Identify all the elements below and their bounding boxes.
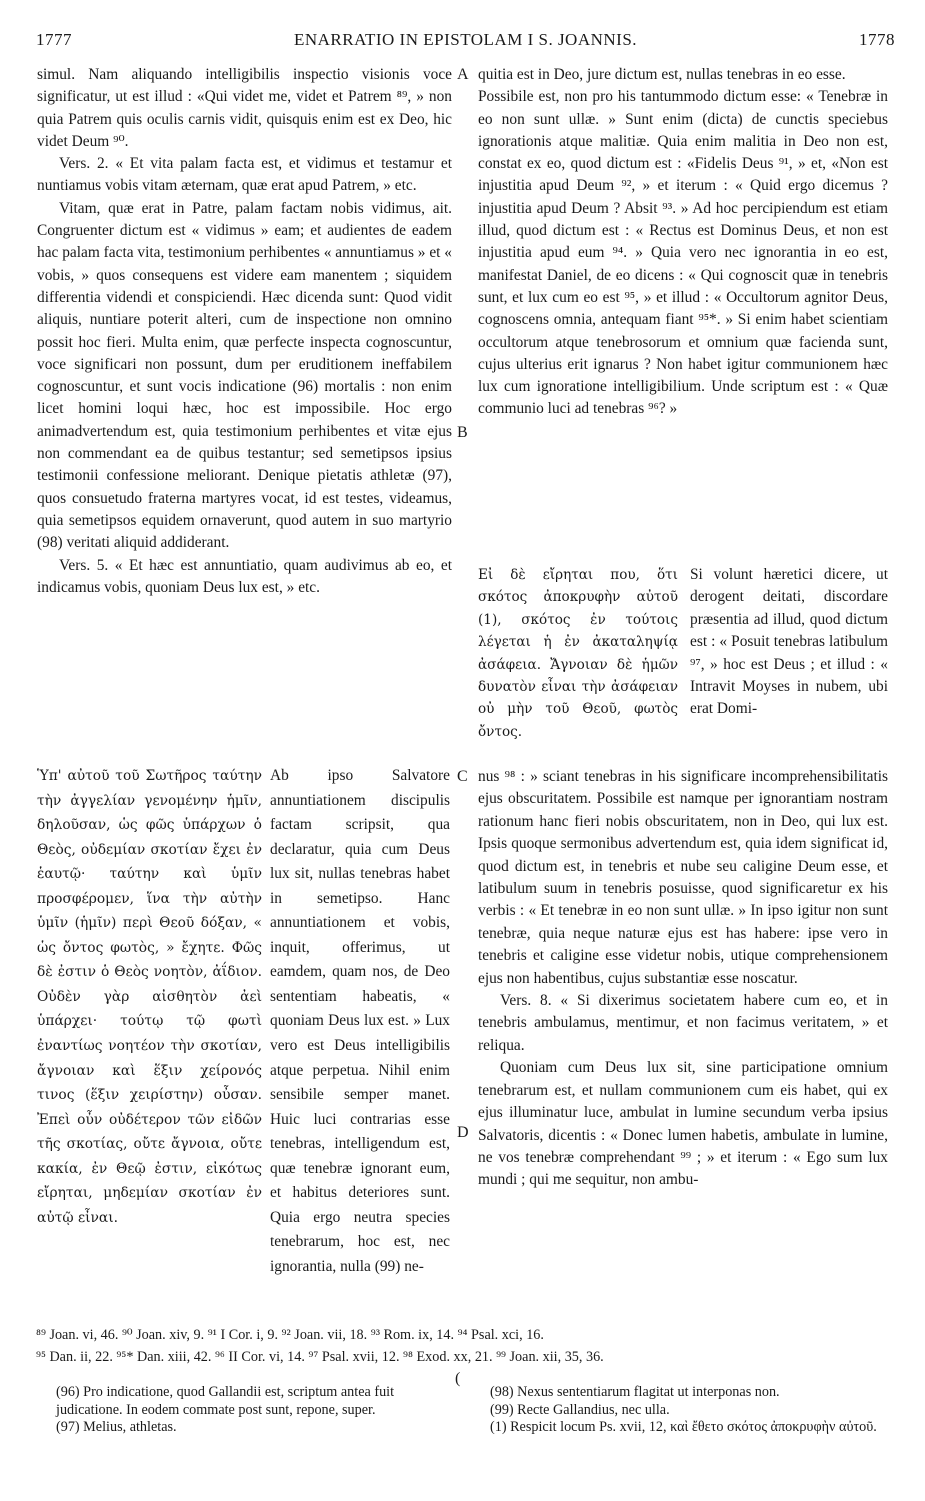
margin-letter-e: ( — [455, 1370, 461, 1387]
margin-letter-b: B — [457, 424, 468, 441]
greek-text-right: Εἰ δὲ εἴρηται που, ὅτι σκότος ἀποκρυφὴν αὐτοῦ (1), σκότος ἐν τούτοις λέγεται ἡ ἐν ἀκαταληψίᾳ ἀσάφεια. Ἄγνοιαν δὲ ἡμῶν δυνατὸν εἶναι τὴν ἀσάφειαν οὐ μὴν τοῦ Θεοῦ, φωτὸς ὄντος. — [478, 567, 678, 740]
running-header — [36, 30, 895, 56]
margin-letter-c: C — [457, 768, 468, 785]
page-number-right: 1778 — [859, 30, 895, 49]
right-paragraph-1: quitia est in Deo, jure dictum est, nullas tenebras in eo esse. — [478, 66, 846, 83]
note-99: (99) Recte Gallandius, nec ulla. — [490, 1401, 670, 1418]
left-paragraph-3: Vitam, quæ erat in Patre, palam factam nobis vidimus, ait. Congruenter dictum est « vidimus » eam; et audientes de eadem hac palam facta vita, testimonium perhibentes « annuntiamus » et « vobis, » quos consequens est videre eam manentem ; siquidem differentia videndi et conspiciendi. Hæc dicenda sunt: Quod vidit aliquis, nuntiare poterit alteri, cum de inspectione non omnino possit hoc fieri. Multa enim, quæ perfecte inspecta cognoscuntur, voce significari non possunt, dum per eruditionem ineffabilem cognoscuntur, et sunt vocis indicatione (96) mortalis : non enim licet homini loqui hæc, hoc est impossibile. Hoc ergo animadvertendum est, quia testimonium perhibentes et vitæ ejus non commendant ea de quibus testantur; sed semetipsos ipsius testimonii confessione meliorant. Denique pietatis athletæ (97), quos consuetudo fraterna martyres vocat, id est testes, videamus, quia semetipsos equidem ornaverunt, quod autem in suo martyrio (98) veritati aliquid addiderant. — [37, 199, 452, 552]
note-96: (96) Pro indicatione, quod Gallandii est, scriptum antea fuit judicatione. In eodem commate post sunt, repone, super. — [56, 1384, 395, 1418]
left-paragraph-1: simul. Nam aliquando intelligibilis inspectio visionis voce significatur, ut est illud : «Qui videt me, videt et Patrem ⁸⁹, » non quia Patrem quis oculis carnis vidit, quisquis enim est ex Deo, hic videt Deum ⁹⁰. — [37, 66, 452, 150]
margin-letter-a: A — [457, 66, 469, 83]
right-lower-paragraph-3: Quoniam cum Deus lux sit, sine participatione omnium tenebrarum est, et nullam communionem cum eis habet, qui ex ejus illuminatur luce, ambulat in lumine secundum verba ipsius Salvatoris, dicentis : « Donec lumen habetis, ambulate in lumine, ne vos tenebræ comprehendant ⁹⁹ ; » et iterum : « Ego sum lux mundi ; qui me sequitur, non ambu- — [478, 1059, 888, 1189]
greek-text-left: Ὑπ' αὐτοῦ τοῦ Σωτῆρος ταύτην τὴν ἀγγελίαν γενομένην ἡμῖν, δηλοῦσαν, ὡς φῶς ὑπάρχων ὁ Θεὸς, οὐδεμίαν σκοτίαν ἔχει ἐν ἑαυτῷ· ταύτην καὶ ὑμῖν προσφέρομεν, ἵνα τὴν αὐτὴν ὑμῖν (ἡμῖν) περὶ Θεοῦ δόξαν, « ὡς ὄντος φωτὸς, » ἔχητε. Φῶς δὲ ἐστιν ὁ Θεὸς νοητὸν, ἀΐδιον. Οὐδὲν γὰρ αἰσθητὸν ἀεὶ ὑπάρχει· τούτῳ τῷ φωτὶ ἐναντίως νοητέον τὴν σκοτίαν, ἄγνοιαν καὶ ἕξιν χείρονός τινος (ἕξιν χειρίστην) οὖσαν. Ἐπεὶ οὖν οὐδέτερον τῶν εἰδῶν τῆς σκοτίας, οὔτε ἄγνοια, οὔτε κακία, ἐν Θεῷ ἐστιν, εἰκότως εἴρηται, μηδεμίαν σκοτίαν ἐν αὐτῷ εἶναι. — [37, 768, 262, 1226]
right-column-lower — [478, 766, 888, 1192]
right-lower-paragraph-2: Vers. 8. « Si dixerimus societatem habere cum eo, et in tenebris ambulamus, mentimur, et non facimus veritatem, » et reliqua. — [478, 992, 888, 1054]
right-paragraph-2: Possibile est, non pro his tantummodo dictum esse: « Tenebræ in eo non sunt ullæ. » Sunt enim (dicta) de cunctis speciebus ignorationis atque malitiæ. Quia enim malitia in Deo non est, constat ex eo, quod dictum est : «Fidelis Deus ⁹¹, » et, «Non est injustitia apud Deum ⁹², » et iterum : « Quid ergo dicemus ? injustitia apud Deum ? Absit ⁹³. » Ad hoc percipiendum est etiam illud, quod dictum est : « Rectus est Dominus Deus, et non est injustitia apud eum ⁹⁴. » Quia vero nec ignorantia in eo est, manifestat Daniel, de eo dicens : « Qui cognoscit quæ in tenebris sunt, et lux cum eo est ⁹⁵, » et illud : « Occultorum agnitor Deus, cognoscens omnia, antequam fiant ⁹⁵*. » Si enim habet scientiam occultorum atque tenebrosorum et omnium quæ facienda sunt, cujus ulterius erit ignarus ? Non habet igitur communionem hæc lux cum ignoratione intelligibilium. Unde scriptum est : « Quæ communio luci ad tenebras ⁹⁶? » — [478, 88, 888, 418]
latin-translation-left: Ab ipso Salvatore annuntiationem discipulis factam scripsit, qua declaratur, quia cum Deus lux sit, nullas tenebras habet in semetipso. Hanc annuntiationem et vobis, inquit, offerimus, ut eamdem, quam nos, de Deo sententiam habeatis, « quoniam Deus lux est. » Lux vero est Deus intelligibilis atque perpetua. Nihil enim sensibile semper manet. Huic luci contrarias esse tenebras, intelligendum est, quæ tenebræ ignorant eum, et habitus deteriores sunt. Quia ergo neutra species tenebrarum, hoc est, nec ignorantia, nulla (99) ne- — [270, 767, 450, 1275]
left-column — [37, 64, 452, 599]
notes-left — [56, 1384, 446, 1437]
page-number-left: 1777 — [36, 30, 72, 49]
note-98: (98) Nexus sententiarum flagitat ut interponas non. — [490, 1384, 780, 1400]
scripture-references-line-1: ⁸⁹ Joan. vi, 46. ⁹⁰ Joan. xiv, 9. ⁹¹ I Cor. i, 9. ⁹² Joan. vii, 18. ⁹³ Rom. ix, 14. ⁹⁴ Psal. xci, 16. — [36, 1327, 544, 1343]
right-column — [478, 64, 888, 421]
left-paragraph-2: Vers. 2. « Et vita palam facta est, et vidimus et testamur et nuntiamus vobis vitam æternam, quæ erat apud Patrem, » etc. — [37, 155, 452, 195]
scripture-references-line-2: ⁹⁵ Dan. ii, 22. ⁹⁵* Dan. xiii, 42. ⁹⁶ II Cor. vi, 14. ⁹⁷ Psal. xvii, 12. ⁹⁸ Exod. xx, 21. ⁹⁹ Joan. xii, 35, 36. — [36, 1349, 604, 1365]
latin-translation-right: Si volunt hæretici dicere, ut derogent deitati, discordare præsentia ad illud, quod dictum est : « Posuit tenebras latibulum ⁹⁷, » hoc est Deus ; et illud : « Intravit Moyses in nubem, ubi erat Domi- — [690, 566, 888, 718]
right-lower-paragraph-1: nus ⁹⁸ : » sciant tenebras in his significare incomprehensibilitatis ejus obscuritatem. Possibile est namque per ignorantiam nostram rationum hanc fieri nobis obscuritatem, non in Deo, qui lux est. Ipsis quoque sermonibus advertendum est, quia idem significat id, quod dictum est, in tenebris et nube seu caligine Deum esse, et latibulum suum in tenebris posuisse, quod significaretur ex his verbis : « Et tenebræ in eo non sunt ullæ. » In ipso igitur non sunt tenebræ, quia neque naturæ ejus est has habere: ipse vero in tenebris et caligine esse videtur nobis, utique comprehensionem ejus non habentibus, cujus substantiæ esse noscatur. — [478, 768, 888, 987]
left-paragraph-4: Vers. 5. « Et hæc est annuntiatio, quam audivimus ab eo, et indicamus vobis, quoniam Deus lux est, » etc. — [37, 556, 452, 596]
notes-right — [490, 1384, 890, 1437]
running-title: ENARRATIO IN EPISTOLAM I S. JOANNIS. — [293, 30, 638, 49]
note-97: (97) Melius, athletas. — [56, 1419, 177, 1435]
note-1: (1) Respicit locum Ps. xvii, 12, καὶ ἔθετο σκότος ἀποκρυφὴν αὐτοῦ. — [490, 1419, 877, 1435]
margin-letter-d: D — [457, 1124, 469, 1141]
